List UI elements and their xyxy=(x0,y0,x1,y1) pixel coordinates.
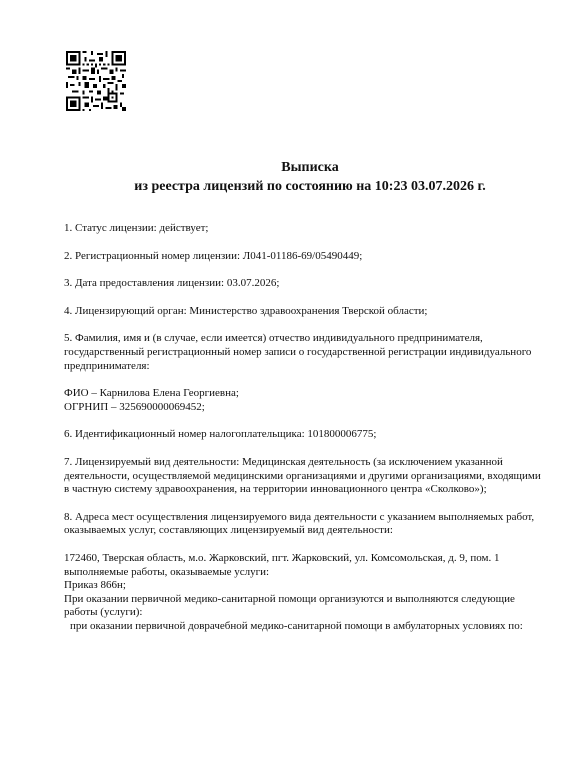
licensed-activity: 7. Лицензируемый вид деятельности: Медицинская деятельность (за исключением указанной деятельности, осуществляемой медицинскими организациями и другими организациями, входящими в частную систему здравоохранения, на территории инновационного центра «Сколково»); xyxy=(64,455,541,496)
primary-care-text: При оказании первичной медико-санитарной помощи организуются и выполняются следующие работы (услуги): xyxy=(64,592,515,619)
addresses-header: 8. Адреса мест осуществления лицензируемого вида деятельности с указанием выполняемых работ, оказываемых услуг, составляющих лицензируемый вид деятельности: xyxy=(64,510,535,537)
document-body xyxy=(64,222,544,633)
license-date: 3. Дата предоставления лицензии: 03.07.2026; xyxy=(64,277,280,290)
works-label: выполняемые работы, оказываемые услуги: xyxy=(64,565,270,578)
license-reg-number: 2. Регистрационный номер лицензии: Л041-01186-69/05490449; xyxy=(64,249,363,262)
entrepreneur-ogrnip: ОГРНИП – 325690000069452; xyxy=(64,400,205,413)
activity-address: 172460, Тверская область, м.о. Жарковский, пгт. Жарковский, ул. Комсомольская, д. 9, пом. 1 xyxy=(64,551,500,564)
taxpayer-inn: 6. Идентификационный номер налогоплательщика: 101800006775; xyxy=(64,428,377,441)
order-reference: Приказ 866н; xyxy=(64,579,126,592)
qr-code-icon xyxy=(66,51,126,111)
license-status: 1. Статус лицензии: действует; xyxy=(64,222,209,234)
entrepreneur-header: 5. Фамилия, имя и (в случае, если имеется) отчество индивидуального предпринимателя, государственный регистрационный номер записи о государственной регистрации индивидуального предпринимателя: xyxy=(64,332,532,372)
document-title xyxy=(0,158,585,196)
title-line: Выписка xyxy=(281,160,339,175)
licensing-authority: 4. Лицензирующий орган: Министерство здравоохранения Тверской области; xyxy=(64,304,428,317)
subtitle-line: из реестра лицензий по состоянию на 10:23 03.07.2026 г. xyxy=(134,179,486,194)
pre-doctor-care-text: при оказании первичной доврачебной медико-санитарной помощи в амбулаторных условиях по: xyxy=(70,619,523,632)
entrepreneur-fio: ФИО – Карнилова Елена Георгиевна; xyxy=(64,387,239,400)
